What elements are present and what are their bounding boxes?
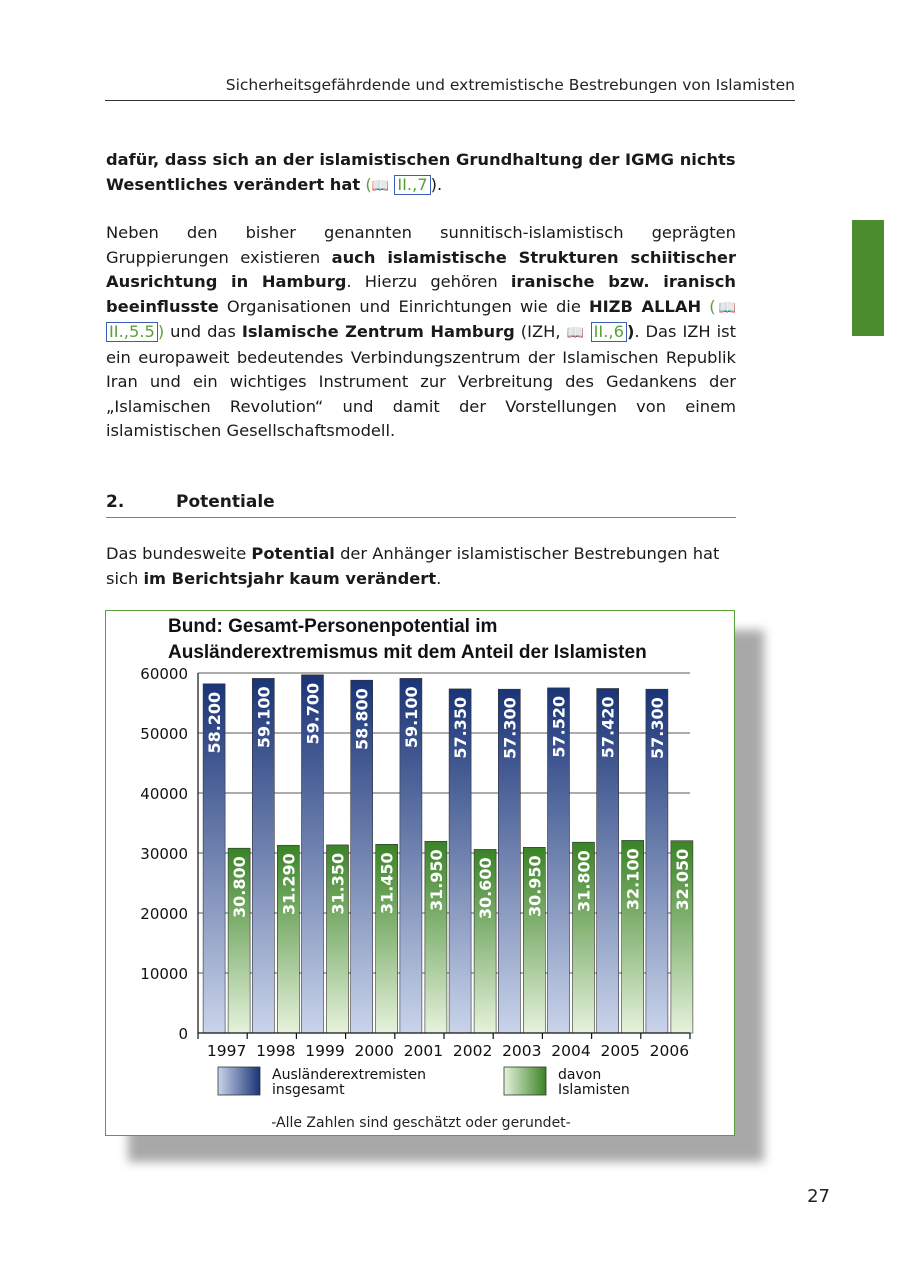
y-tick-label: 60000 xyxy=(140,665,188,683)
y-tick-label: 0 xyxy=(178,1025,188,1043)
bar-label-islamists: 32.050 xyxy=(672,848,692,911)
page-number: 27 xyxy=(807,1186,830,1207)
x-tick-label: 2001 xyxy=(403,1042,444,1060)
bar-label-total: 59.700 xyxy=(303,682,323,745)
bar-chart xyxy=(106,611,736,1137)
p1-bold-1: dafür, dass sich an der islamistischen Grundhaltung der IGMG nichts xyxy=(106,150,736,169)
legend-label-islamists-2: Islamisten xyxy=(558,1082,630,1098)
bar-label-total: 58.800 xyxy=(352,688,372,750)
crossref-text: II.,7 xyxy=(394,175,430,195)
chart-footnote: -Alle Zahlen sind geschätzt oder gerundet- xyxy=(271,1115,571,1131)
y-tick-label: 30000 xyxy=(140,845,188,863)
crossref-link[interactable]: (📖 II.,7 xyxy=(365,175,430,194)
crossref-link[interactable]: (📖 II.,5.5 ) xyxy=(106,297,736,342)
chart-title-line-1: Bund: Gesamt-Personenpotential im xyxy=(168,616,498,637)
running-head: Sicherheitsgefährdende und extremistische Bestrebungen von Islamisten xyxy=(225,76,795,94)
bar-label-total: 57.300 xyxy=(500,697,520,759)
legend-label-total-1: Ausländerextremisten xyxy=(272,1067,427,1083)
y-tick-label: 40000 xyxy=(140,785,188,803)
paragraph-1: dafür, dass sich an der islamistischen Grundhaltung der IGMG nichts Wesentliches verändert hat (📖 II.,7 ). xyxy=(106,150,736,194)
section-heading xyxy=(106,492,736,512)
paragraph-2: Neben den bisher genannten sunnitisch-islamistisch geprägten Gruppierungen existieren auch islamistische Strukturen schiitischer Ausrichtung in Hamburg. Hierzu gehören iranische bzw. iranisch beeinflusste Organisationen und Einrichtungen wie die HIZB ALLAH (📖 II.,5.5 ) und das Islamische Zentrum Hamburg (IZH, 📖 II.,6 ). Das IZH ist ein europaweit bedeutendes Verbindungszentrum der Islamischen Republik Iran und ein wichtiges Instrument zur Verbreitung des Gedankens der „Islamischen Revolution“ und damit der Vorstellungen von einem islamistischen Gesellschaftsmodell. xyxy=(106,223,736,440)
x-tick-label: 2002 xyxy=(452,1042,493,1060)
x-tick-label: 2003 xyxy=(502,1042,542,1060)
bar-label-total: 58.200 xyxy=(205,691,225,754)
chart-title-line-2: Ausländerextremismus mit dem Anteil der Islamisten xyxy=(168,642,647,663)
bar-label-total: 57.420 xyxy=(598,696,618,759)
bar-label-islamists: 30.950 xyxy=(525,855,545,918)
x-tick-label: 2004 xyxy=(551,1042,591,1060)
legend-swatch-islamists xyxy=(504,1067,546,1095)
paragraph-3: Das bundesweite Potential der Anhänger islamistischer Bestrebungen hat sich im Berichtsjahr kaum verändert. xyxy=(106,544,720,588)
crossref-text: II.,5.5 xyxy=(106,322,158,342)
crossref-link[interactable] xyxy=(566,322,626,341)
legend-label-total-2: insgesamt xyxy=(272,1082,345,1098)
bar-label-islamists: 30.600 xyxy=(476,857,496,920)
legend-swatch-total xyxy=(218,1067,260,1095)
x-tick-label: 1997 xyxy=(206,1042,247,1060)
bar-label-islamists: 31.800 xyxy=(574,850,594,912)
x-tick-label: 2000 xyxy=(354,1042,394,1060)
book-icon: 📖 xyxy=(566,325,585,341)
bar-label-islamists: 31.950 xyxy=(426,849,446,912)
bar-label-total: 57.350 xyxy=(451,696,471,759)
bar-label-total: 59.100 xyxy=(401,686,421,749)
crossref-text: II.,6 xyxy=(591,322,627,342)
book-icon: 📖 xyxy=(371,177,390,194)
bar-label-islamists: 31.290 xyxy=(279,853,299,916)
bar-label-total: 59.100 xyxy=(254,686,274,749)
section-number: 2. xyxy=(106,492,125,512)
y-tick-label: 10000 xyxy=(140,965,188,983)
p1-bold-2: Wesentliches verändert hat xyxy=(106,174,361,194)
x-tick-label: 2005 xyxy=(600,1042,640,1060)
bar-label-islamists: 32.100 xyxy=(623,848,643,911)
bar-label-islamists: 30.800 xyxy=(230,856,250,918)
bar-label-total: 57.300 xyxy=(647,697,667,759)
bar-label-islamists: 31.350 xyxy=(328,852,348,915)
y-tick-label: 50000 xyxy=(140,725,188,743)
chart-frame xyxy=(105,610,735,1136)
section-title: Potentiale xyxy=(176,492,275,512)
header-rule xyxy=(105,100,795,101)
bar-label-total: 57.520 xyxy=(549,695,569,758)
legend-label-islamists-1: davon xyxy=(558,1067,602,1083)
section-rule xyxy=(106,517,736,518)
y-tick-label: 20000 xyxy=(140,905,188,923)
x-tick-label: 1999 xyxy=(305,1042,345,1060)
x-tick-label: 2006 xyxy=(649,1042,690,1060)
book-icon: 📖 xyxy=(715,299,736,316)
bar-label-islamists: 31.450 xyxy=(377,852,397,915)
x-tick-label: 1998 xyxy=(256,1042,296,1060)
chapter-tab-marker xyxy=(852,220,884,336)
